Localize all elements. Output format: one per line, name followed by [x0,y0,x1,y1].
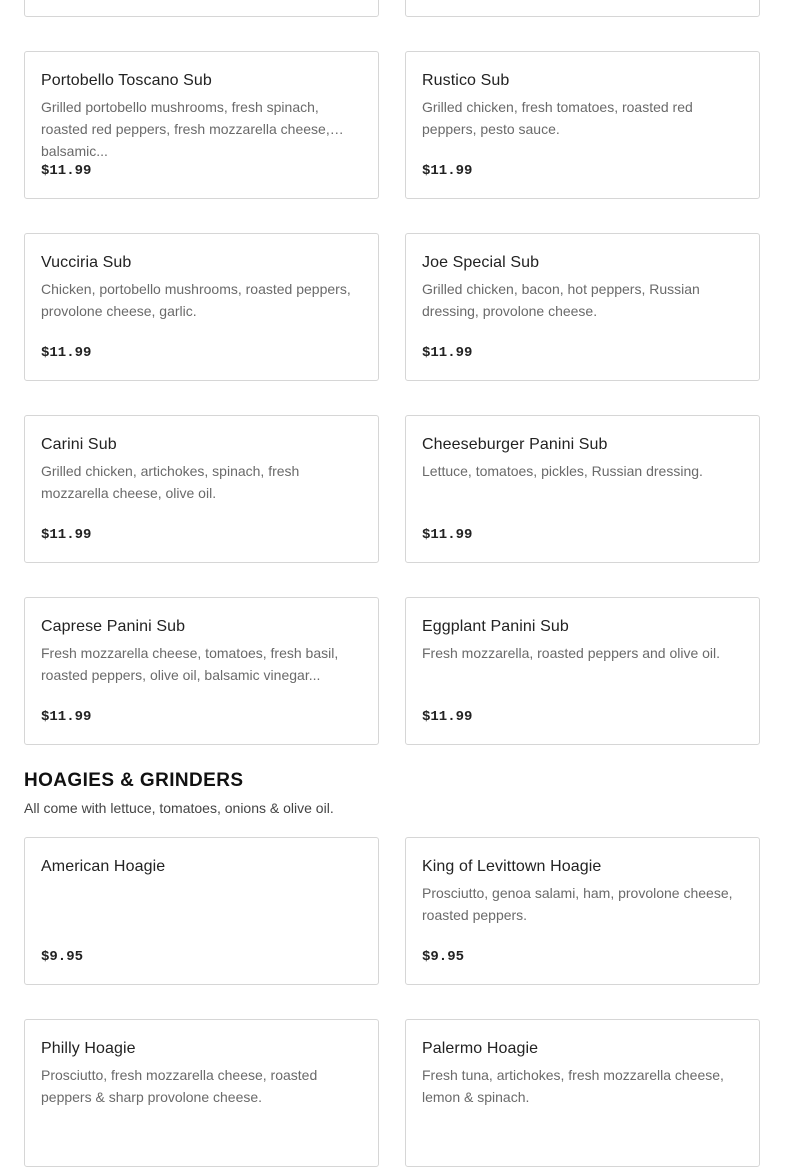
menu-item-description: Prosciutto, genoa salami, ham, provolone cheese, roasted peppers. [422,885,733,923]
menu-item-price: $11.99 [422,163,473,179]
menu-item-description: Grilled portobello mushrooms, fresh spinach, roasted red peppers, fresh mozzarella cheese, balsamic... [41,99,330,159]
menu-item-card[interactable] [24,837,379,985]
section-title: HOAGIES & GRINDERS [24,770,244,791]
menu-item-name: Cheeseburger Panini Sub [422,436,608,453]
menu-item-card[interactable] [24,0,379,17]
menu-item-card[interactable] [24,1019,379,1167]
menu-item-price: $11.99 [41,163,92,179]
menu-item-name: Carini Sub [41,436,117,453]
menu-item-description [41,882,362,926]
menu-item-card[interactable] [405,837,760,985]
menu-item-description: Chicken, portobello mushrooms, roasted peppers, provolone cheese, garlic. [41,281,351,319]
menu-item-name: Eggplant Panini Sub [422,618,569,635]
menu-item-name: Vucciria Sub [41,254,132,271]
menu-item-description: Grilled chicken, bacon, hot peppers, Russian dressing, provolone cheese. [422,281,700,319]
menu-item-price: $11.99 [422,345,473,361]
menu-item-price: $11.99 [41,345,92,361]
menu-item-description: Prosciutto, fresh mozzarella cheese, roasted peppers & sharp provolone cheese. [41,1067,318,1105]
menu-item-description: Lettuce, tomatoes, pickles, Russian dressing. [422,463,703,479]
menu-item-card[interactable] [405,597,760,745]
menu-item-name: Portobello Toscano Sub [41,72,212,89]
menu-item-name: King of Levittown Hoagie [422,858,602,875]
menu-item-name: American Hoagie [41,858,166,875]
menu-item-price: $9.95 [422,949,465,965]
menu-item-name: Rustico Sub [422,72,510,89]
menu-item-description: Fresh mozzarella, roasted peppers and olive oil. [422,645,721,661]
menu-item-card[interactable] [405,233,760,381]
menu-item-card[interactable] [405,51,760,199]
menu-item-price: $11.99 [422,709,473,725]
menu-item-price: $11.99 [41,527,92,543]
menu-item-price: $11.99 [41,709,92,725]
menu-item-card[interactable] [24,415,379,563]
menu-item-description: Grilled chicken, artichokes, spinach, fresh mozzarella cheese, olive oil. [41,463,300,501]
menu-item-price: $9.95 [41,949,84,965]
menu-item-card[interactable] [24,233,379,381]
menu-item-card[interactable] [405,0,760,17]
menu-item-name: Joe Special Sub [422,254,540,271]
menu-item-name: Caprese Panini Sub [41,618,186,635]
menu-item-name: Philly Hoagie [41,1040,136,1057]
menu-item-card[interactable] [405,1019,760,1167]
section-subtitle: All come with lettuce, tomatoes, onions & olive oil. [24,800,334,816]
menu-item-description: Fresh mozzarella cheese, tomatoes, fresh basil, roasted peppers, olive oil, balsamic vinegar... [41,645,339,683]
menu-item-name: Palermo Hoagie [422,1040,539,1057]
menu-item-card[interactable] [24,597,379,745]
menu-item-card[interactable] [405,415,760,563]
menu-item-description: Grilled chicken, fresh tomatoes, roasted red peppers, pesto sauce. [422,99,693,137]
menu-item-description: Fresh tuna, artichokes, fresh mozzarella cheese, lemon & spinach. [422,1067,724,1105]
menu-item-price: $11.99 [422,527,473,543]
menu-item-card[interactable] [24,51,379,199]
